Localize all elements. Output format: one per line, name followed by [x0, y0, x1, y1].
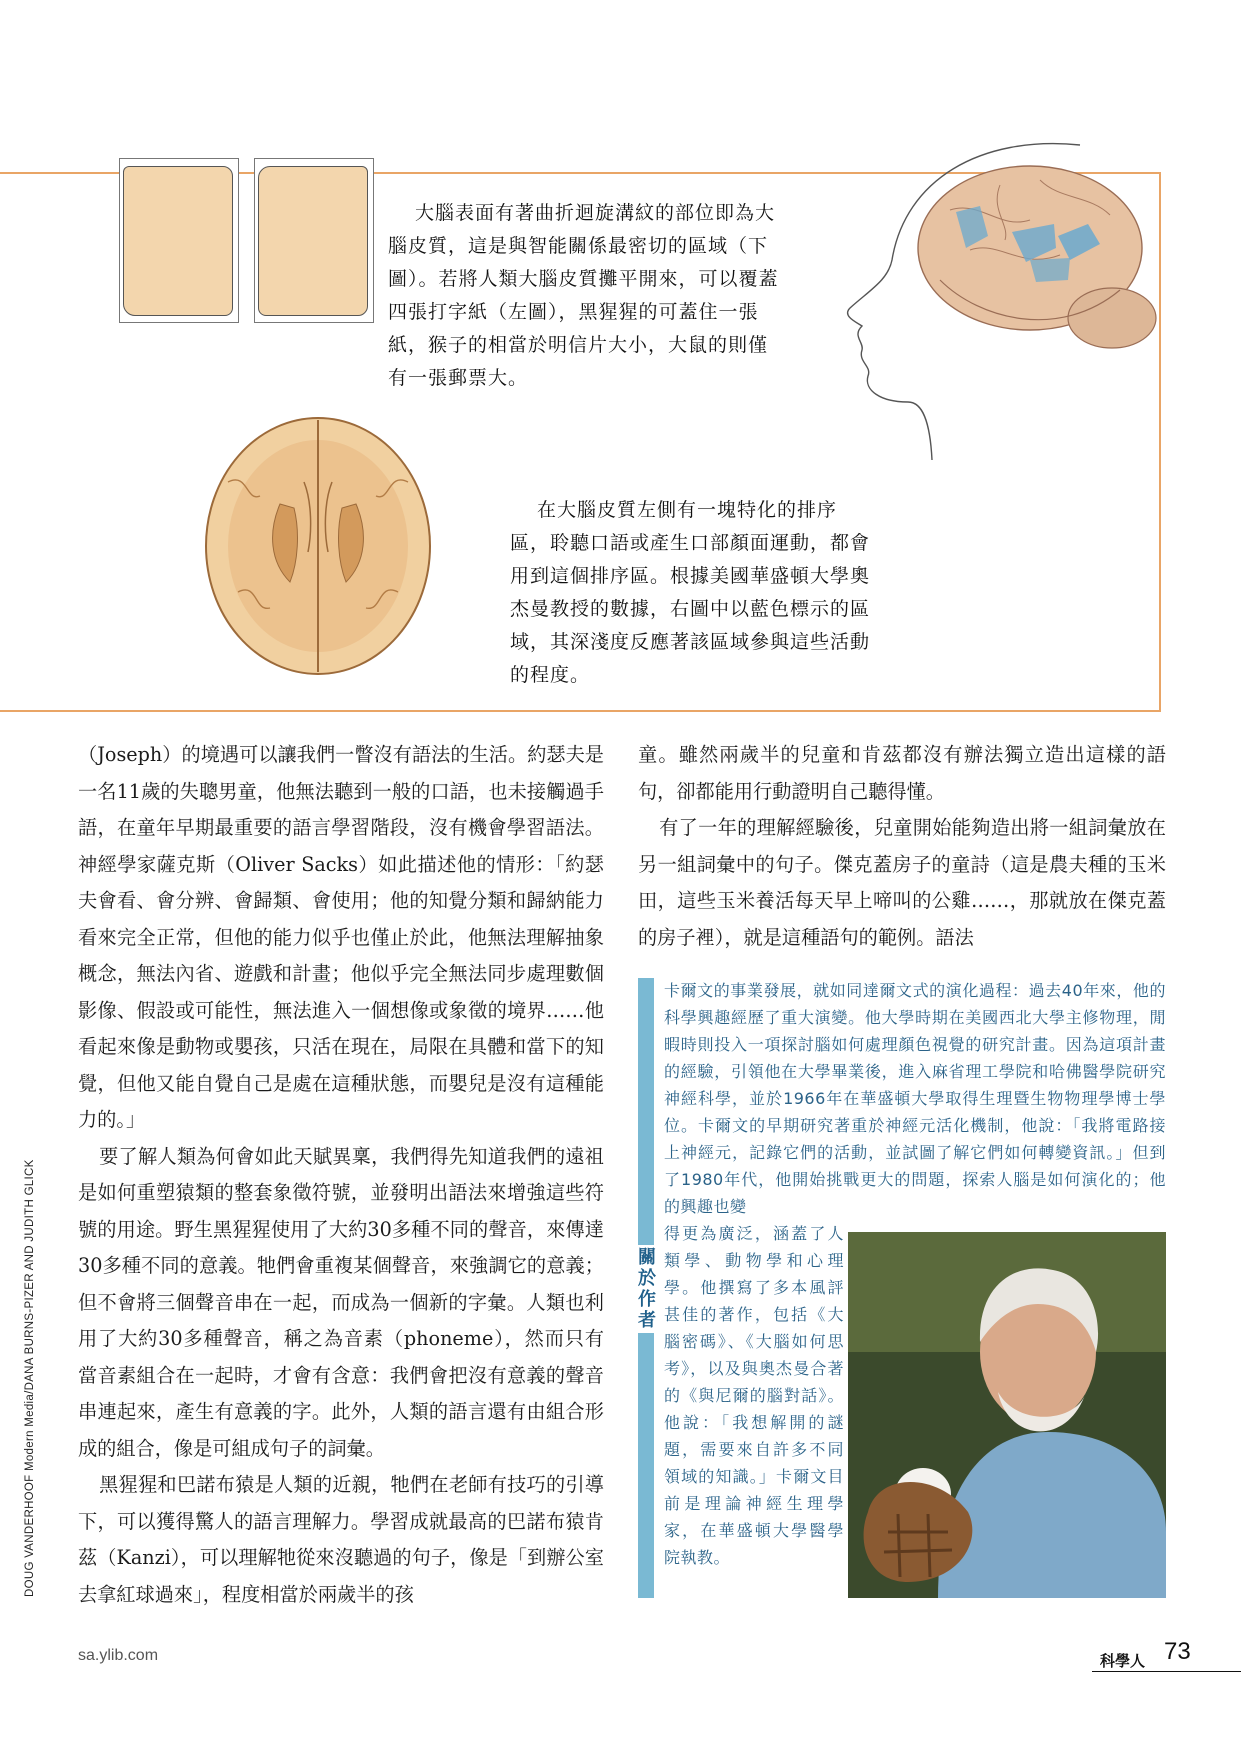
- figure-caption-bottom: 在大腦皮質左側有一塊特化的排序區，聆聽口語或產生口部顏面運動，都會用到這個排序區。根據美國華盛頓大學奧杰曼教授的數據，右圖中以藍色標示的區域，其深淺度反應著該區域參與這些活動的程度。: [510, 499, 871, 686]
- paragraph: 要了解人類為何會如此天賦異稟，我們得先知道我們的遠祖是如何重塑猿類的整套象徵符號，並發明出語法來增強這些符號的用途。野生黑猩猩使用了大約30多種不同的聲音，來傳達30多種不同的意義。牠們會重複某個聲音，來強調它的意義；但不會將三個聲音串在一起，而成為一個新的字彙。人類也利用了大約30多種聲音，稱之為音素（phoneme），然而只有當音素組合在一起時，才會有含意：我們會把沒有意義的聲音串連起來，產生有意義的字。此外，人類的語言還有由組合形成的組合，像是可組成句子的詞彙。: [78, 1144, 604, 1460]
- photo-credit: DOUG VANDERHOOF Modern Media/DANA BURNS-PIZER AND JUDITH GLICK: [24, 1159, 36, 1597]
- page-number: 73: [1164, 1638, 1191, 1665]
- head-brain-illustration: [830, 140, 1160, 470]
- paragraph: 黑猩猩和巴諾布猿是人類的近親，牠們在老師有技巧的引導下，可以獲得驚人的語言理解力。學習成就最高的巴諾布猿肯茲（Kanzi），可以理解牠從來沒聽過的句子，像是「到辦公室去拿紅球過來」，程度相當於兩歲半的孩: [78, 1473, 604, 1606]
- article-left-column: [78, 737, 604, 1613]
- article-right-column: [638, 737, 1166, 956]
- paragraph: 童。雖然兩歲半的兒童和肯茲都沒有辦法獨立造出這樣的語句，卻都能用行動證明自己聽得懂。: [638, 743, 1166, 803]
- paper-sheet-right: [258, 166, 368, 316]
- footer-rule: [1092, 1671, 1241, 1672]
- paragraph: （Joseph）的境遇可以讓我們一瞥沒有語法的生活。約瑟夫是一名11歲的失聰男童，他無法聽到一般的口語，也未接觸過手語，在童年早期最重要的語言學習階段，沒有機會學習語法。神經學家薩克斯（Oliver Sacks）如此描述他的情形：「約瑟夫會看、會分辨、會歸類、會使用；他的知覺分類和歸納能力看來完全正常，但他的能力似乎也僅止於此，他無法理解抽象概念，無法內省、遊戲和計畫；他似乎完全無法同步處理數個影像、假設或可能性，無法進入一個想像或象徵的境界……他看起來像是動物或嬰孩，只活在現在，局限在具體和當下的知覺，但他又能自覺自己是處在這種狀態，而嬰兒是沒有這種能力的。」: [78, 743, 604, 1131]
- author-bio: 卡爾文的事業發展，就如同達爾文式的演化過程：過去40年來，他的科學興趣經歷了重大演變。他大學時期在美國西北大學主修物理，閒暇時則投入一項探討腦如何處理顏色視覺的研究計畫。因為這項計畫的經驗，引領他在大學畢業後，進入麻省理工學院和哈佛醫學院研究神經科學，並於1966年在華盛頓大學取得生理暨生物物理學博士學位。卡爾文的早期研究著重於神經元活化機制，他說：「我將電路接上神經元，記錄它們的活動，並試圖了解它們如何轉變資訊。」但到了1980年代，他開始挑戰更大的問題，探索人腦是如何演化的；他的興趣也變: [664, 981, 1166, 1216]
- figure-caption-top: 大腦表面有著曲折迴旋溝紋的部位即為大腦皮質，這是與智能關係最密切的區域（下圖）。若將人類大腦皮質攤平開來，可以覆蓋四張打字紙（左圖），黑猩猩的可蓋住一張紙，猴子的相當於明信片大小，大鼠的則僅有一張郵票大。: [388, 202, 779, 389]
- author-photo: [848, 1232, 1166, 1598]
- paragraph: 有了一年的理解經驗後，兒童開始能夠造出將一組詞彙放在另一組詞彙中的句子。傑克蓋房子的童詩（這是農夫種的玉米田，這些玉米養活每天早上啼叫的公雞……，那就放在傑克蓋的房子裡），就是這種語句的範例。語法: [638, 816, 1166, 949]
- paper-sheet-left: [123, 166, 233, 316]
- author-bio-continued: 得更為廣泛，涵蓋了人類學、動物學和心理學。他撰寫了多本風評甚佳的著作，包括《大腦密碼》、《大腦如何思考》，以及與奧杰曼合著的《與尼爾的腦對話》。他說：「我想解開的謎題，需要來自許多不同領域的知識。」卡爾文目前是理論神經生理學家，在華盛頓大學醫學院執教。: [664, 1224, 844, 1567]
- footer-magazine-name: 科學人: [1100, 1652, 1146, 1670]
- footer-url: sa.ylib.com: [78, 1647, 159, 1664]
- author-section-label: 關於作者: [638, 1247, 656, 1331]
- brain-section-illustration: [198, 412, 438, 680]
